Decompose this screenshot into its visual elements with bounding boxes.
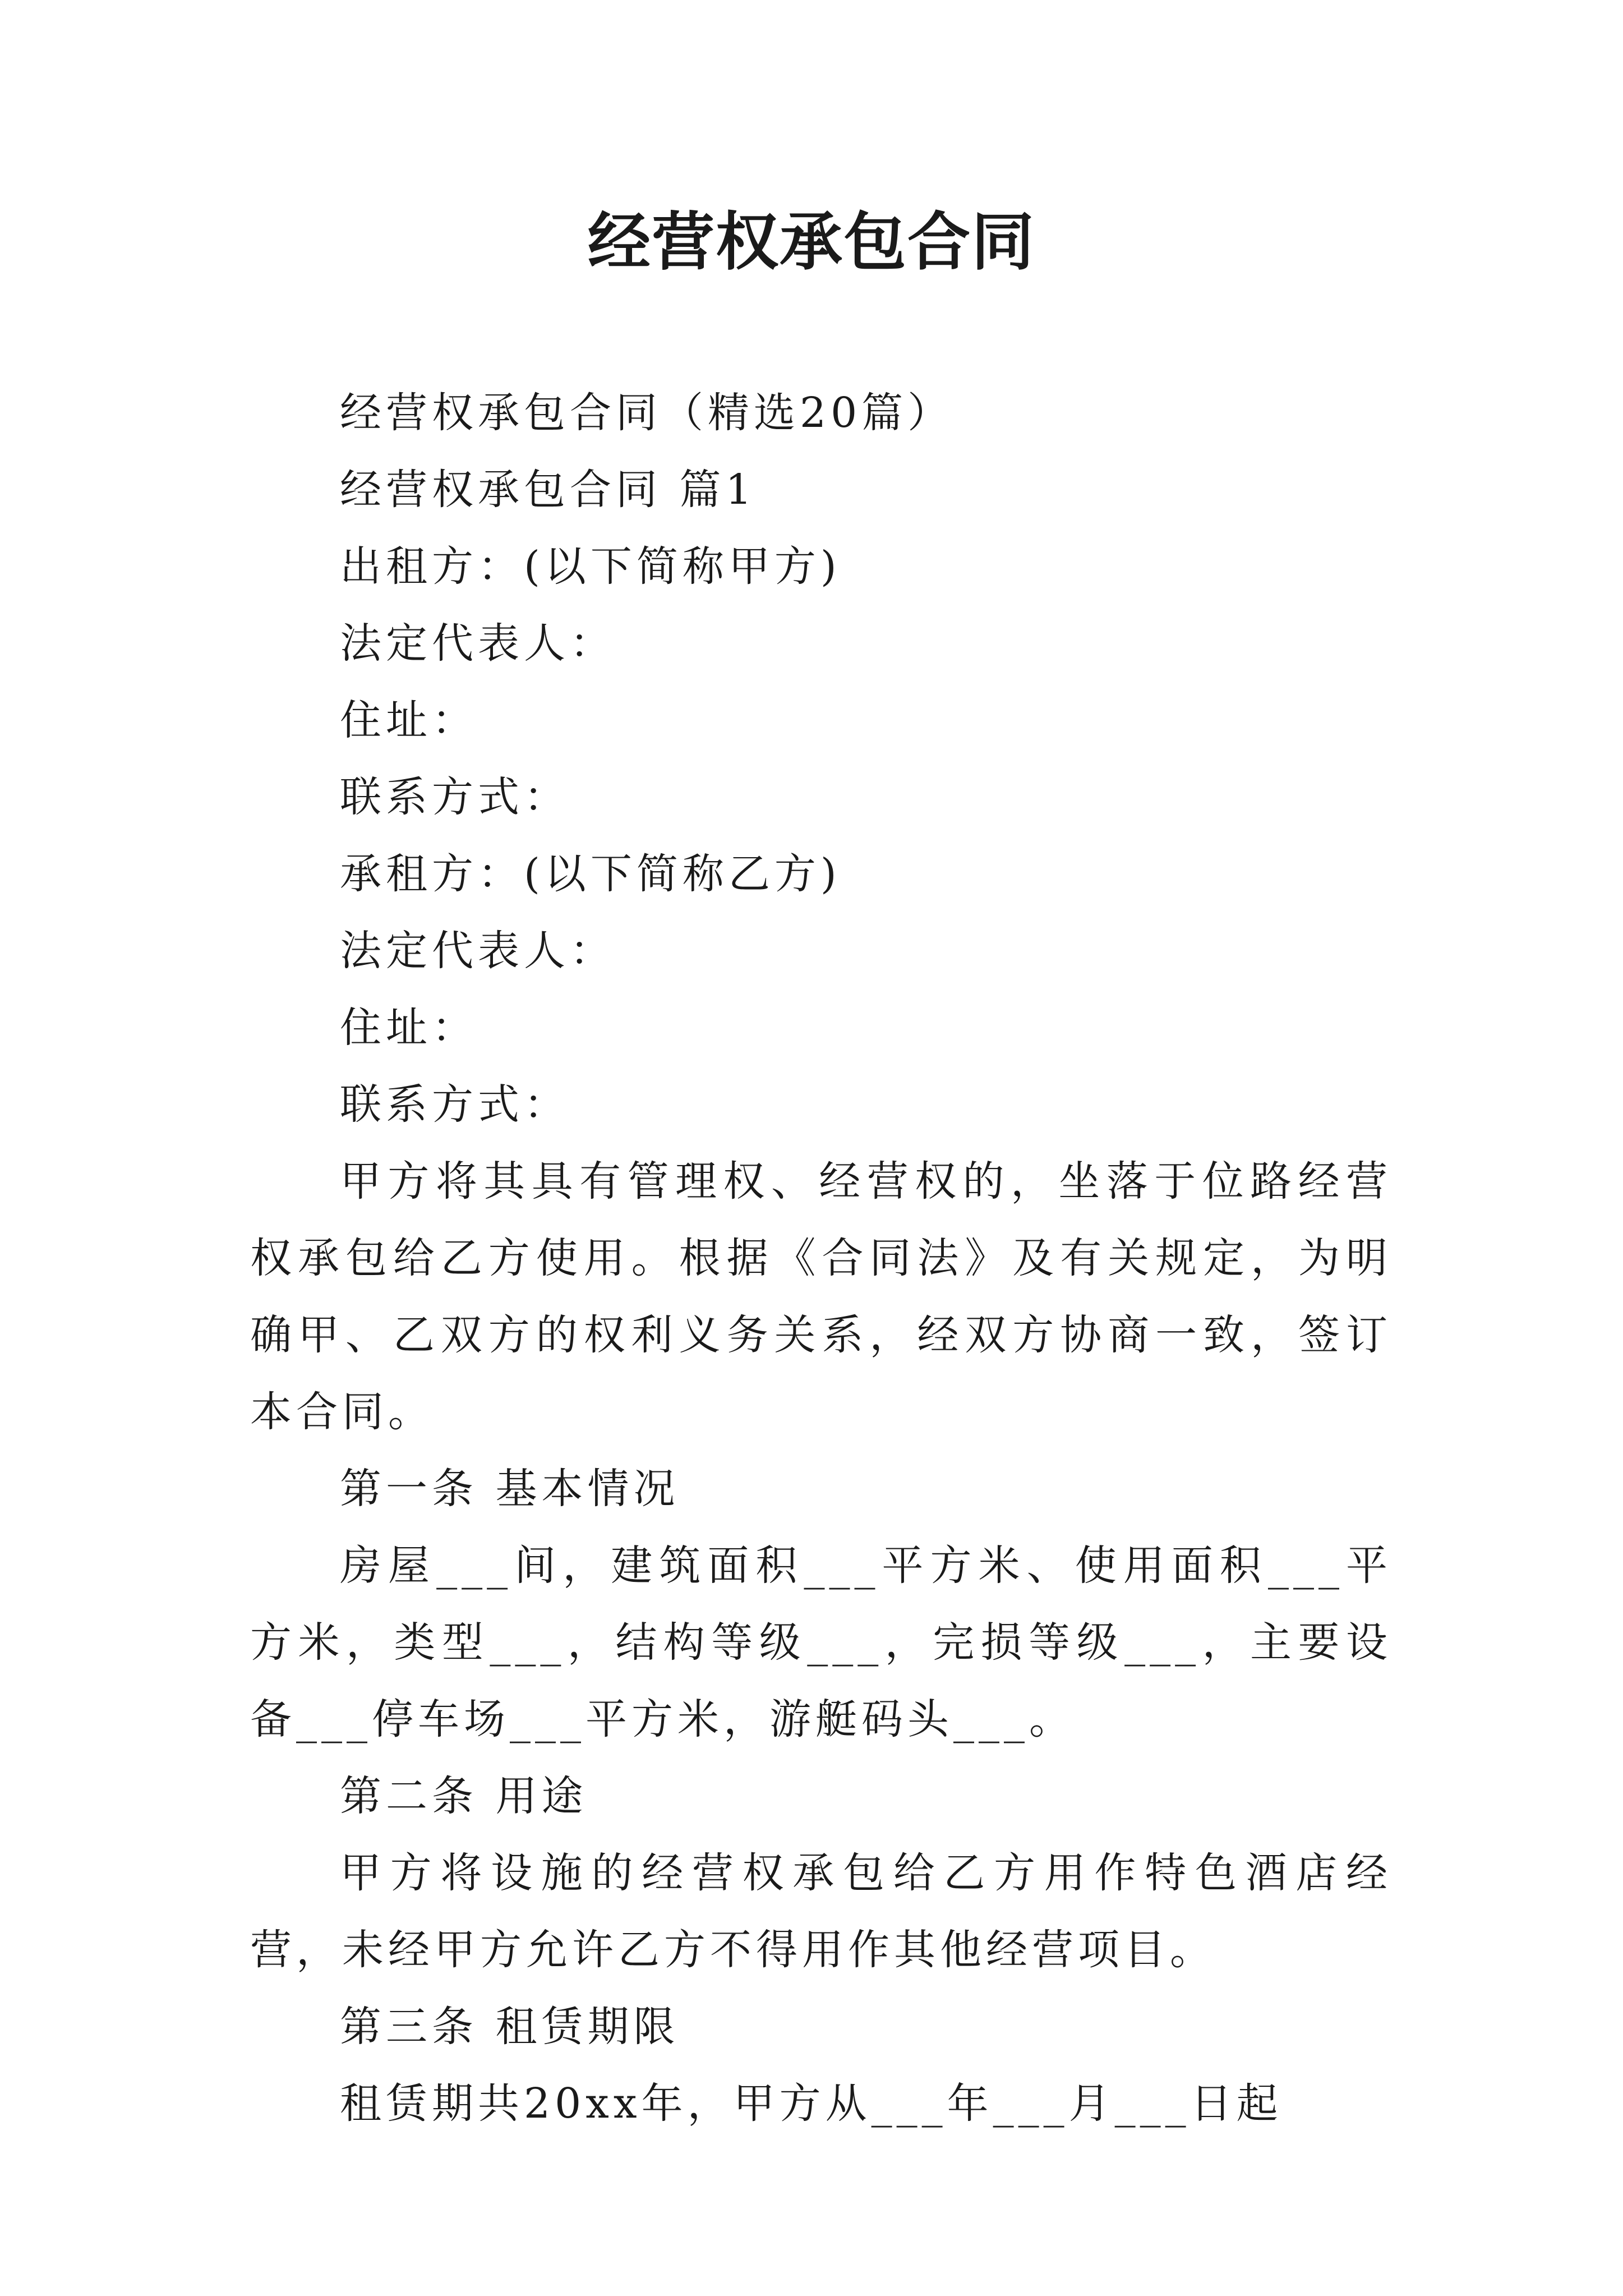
- document-title: 经营权承包合同: [588, 206, 1035, 279]
- paragraph-lessee-address: 住址：: [340, 1004, 478, 1052]
- paragraph-article-1-heading: 第一条 基本情况: [340, 1465, 680, 1513]
- paragraph-collection-title: 经营权承包合同（精选20篇）: [340, 389, 954, 437]
- paragraph-lessee-contact: 联系方式：: [340, 1080, 570, 1129]
- paragraph-preamble: 甲方将其具有管理权、经营权的，坐落于位路经营权承包给乙方使用。根据《合同法》及有关规定，为明确甲、乙双方的权利义务关系，经双方协商一致，签订本合同。: [250, 1157, 1392, 1436]
- paragraph-article-3-body: 租赁期共20xx年，甲方从___年___月___日起: [340, 2079, 1283, 2128]
- paragraph-lessee-representative: 法定代表人：: [340, 927, 616, 975]
- paragraph-lessee: 承租方：(以下简称乙方): [340, 850, 841, 898]
- paragraph-lessor-address: 住址：: [340, 696, 478, 744]
- paragraph-lessor-representative: 法定代表人：: [340, 619, 616, 668]
- paragraph-article-2-heading: 第二条 用途: [340, 1772, 588, 1820]
- paragraph-section-heading: 经营权承包合同 篇1: [340, 466, 757, 514]
- document-body: [250, 375, 1392, 2142]
- paragraph-lessor: 出租方：(以下简称甲方): [340, 542, 841, 591]
- paragraph-article-1-body: 房屋___间，建筑面积___平方米、使用面积___平方米，类型___，结构等级___，完损等级___，主要设备___停车场___平方米，游艇码头___。: [250, 1542, 1392, 1743]
- paragraph-article-3-heading: 第三条 租赁期限: [340, 2003, 680, 2051]
- paragraph-article-2-body: 甲方将设施的经营权承包给乙方用作特色酒店经营，未经甲方允许乙方不得用作其他经营项目。: [250, 1849, 1392, 1974]
- paragraph-lessor-contact: 联系方式：: [340, 773, 570, 821]
